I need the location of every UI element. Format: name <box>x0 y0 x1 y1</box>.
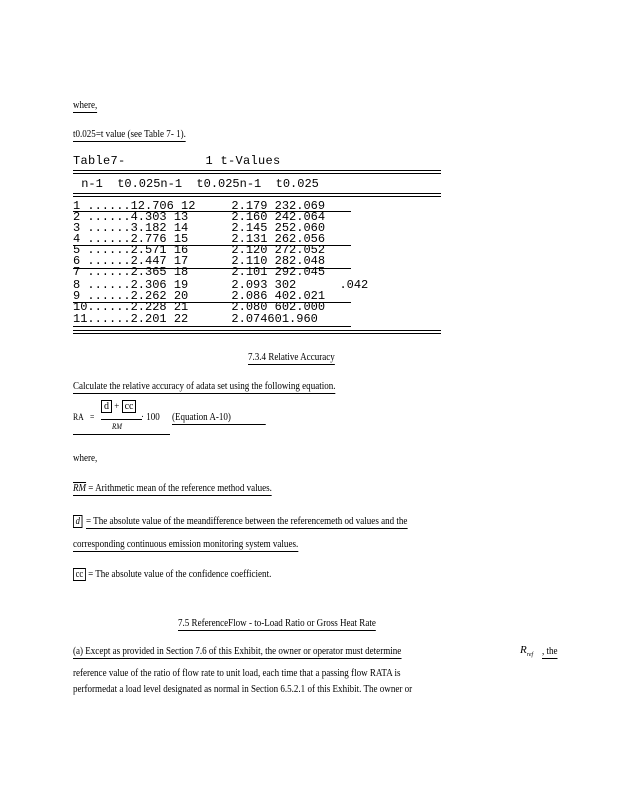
table-row: 7 ......2.365 18 2.101 292.045 <box>73 265 326 279</box>
table-rule-bottom-1 <box>73 330 441 331</box>
table-row: 6 ......2.447 17 2.110 282.048 <box>73 254 326 268</box>
calc-sentence: Calculate the relative accuracy of adata set using the following equation. <box>73 381 336 392</box>
where-label-1: where, <box>73 100 98 111</box>
table-rule-header-1 <box>73 193 441 194</box>
cc-symbol: cc <box>73 568 86 581</box>
row-underline <box>73 326 351 327</box>
equation-equals: = <box>90 412 95 422</box>
abs-d-symbol: d <box>101 400 112 413</box>
table-rule-header-2 <box>73 196 441 197</box>
equation-denominator: RM <box>112 422 122 431</box>
table-row: 11......2.201 22 2.074601.960 <box>73 312 318 326</box>
table-row: 9 ......2.262 20 2.086 402.021 <box>73 289 326 303</box>
fraction-bar <box>101 419 142 420</box>
d-symbol: d <box>73 515 82 528</box>
rm-definition-text: = Arithmetic mean of the reference method values. <box>86 483 272 494</box>
where-label-2: where, <box>73 453 98 464</box>
paragraph-a-line-3: performedat a load level designated as normal in Section 6.5.2.1 of this Exhibit. The owner or <box>73 684 413 695</box>
table-rule-top-1 <box>73 170 441 171</box>
table-row: 8 ......2.306 19 2.093 302 .042 <box>73 278 369 292</box>
row-underline <box>73 268 351 269</box>
table-title <box>73 154 281 168</box>
table-header: n-1 t0.025n-1 t0.025n-1 t0.025 <box>74 177 319 191</box>
table-rule-bottom-2 <box>73 333 441 334</box>
equation-label: (Equation A-10) <box>172 412 265 425</box>
table-row: 1 ......12.706 12 2.179 232.069 <box>73 199 326 213</box>
equation-lhs: RA <box>73 412 84 422</box>
d-definition-line-2: corresponding continuous emission monitoring system values. <box>73 539 299 550</box>
table-row: 2 ......4.303 13 2.160 242.064 <box>73 210 326 224</box>
definition-d <box>73 515 82 528</box>
row-underline <box>73 245 351 246</box>
table-rule-top-2 <box>73 173 441 174</box>
equation-times-100: · 100 <box>141 412 160 423</box>
cc-definition-text: = The absolute value of the confidence coefficient. <box>85 569 272 580</box>
table-title-right: 1 t-Values <box>205 154 281 168</box>
table-row: 10......2.228 21 2.080 602.000 <box>73 300 326 314</box>
paragraph-a-line-2: reference value of the ratio of flow rate to unit load, each time that a passing flow RATA is <box>73 668 401 679</box>
r-ref-symbol <box>520 644 533 658</box>
paragraph-a-line-1-tail: , the <box>542 646 558 657</box>
d-definition-line-1: = The absolute value of the meandifference between the referencemeth od values and the <box>86 516 408 527</box>
abs-cc-symbol: cc <box>122 400 137 413</box>
definition-cc <box>73 568 271 581</box>
table-title-left: Table7- <box>73 154 126 168</box>
row-underline <box>73 302 351 303</box>
equation-numerator <box>101 400 136 413</box>
paragraph-a-line-1-text: (a) Except as provided in Section 7.6 of this Exhibit, the owner or operator must determine <box>73 646 402 657</box>
ref-subscript: ref <box>526 652 534 659</box>
row-underline <box>73 211 351 212</box>
t-value-reference: t0.025=t value (see Table 7- 1). <box>73 129 186 140</box>
section-heading-7-5: 7.5 ReferenceFlow - to-Load Ratio or Gross Heat Rate <box>178 618 376 629</box>
section-heading-7-3-4: 7.3.4 Relative Accuracy <box>248 352 335 363</box>
table-row: 5 ......2.571 16 2.120 272.052 <box>73 243 326 257</box>
rm-symbol: $\overline{RM}$ <box>73 483 87 494</box>
r-symbol: R <box>520 644 527 656</box>
table-row: 3 ......3.182 14 2.145 252.060 <box>73 221 326 235</box>
table-row: 4 ......2.776 15 2.131 262.056 <box>73 232 326 246</box>
definition-rm <box>73 483 272 496</box>
paragraph-a-line-1 <box>73 646 401 659</box>
plus-sign: + <box>114 401 120 411</box>
equation-underline <box>73 434 170 435</box>
